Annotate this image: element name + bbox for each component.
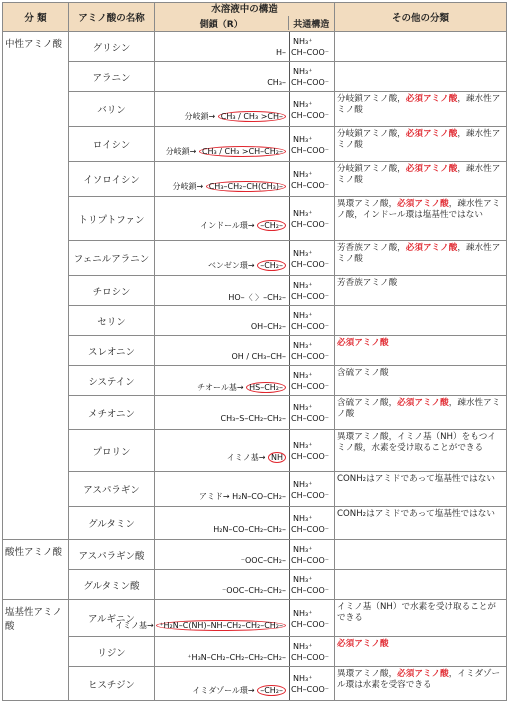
carboxylate-group: CH–COO⁻	[291, 524, 330, 534]
ammonium-group: NH₃⁺	[293, 209, 313, 218]
common-structure	[291, 169, 329, 191]
side-chain-formula: H₂N–CO–CH₂–CH₂–	[213, 524, 286, 534]
group-label: インドール環→	[200, 221, 258, 230]
divider	[289, 430, 290, 471]
divider	[289, 540, 290, 569]
other-classification	[335, 540, 507, 570]
side-chain-formula: ⁺H₃N–CH₂–CH₂–CH₂–CH₂–	[187, 653, 286, 662]
amino-acid-name: アスパラギン	[69, 472, 155, 507]
structure-cell	[155, 241, 335, 276]
category-cell: 塩基性アミノ酸	[3, 600, 69, 701]
classification-text: ，疎水性アミノ酸	[337, 129, 501, 150]
table-row	[3, 430, 507, 472]
side-chain	[220, 414, 286, 423]
other-classification	[335, 507, 507, 540]
common-structure	[291, 479, 329, 501]
structure-cell	[115, 600, 335, 637]
other-classification	[335, 127, 507, 162]
other-classification	[335, 162, 507, 197]
other-classification	[335, 396, 507, 430]
carboxylate-group: CH–COO⁻	[291, 352, 330, 361]
common-structure	[291, 641, 329, 663]
table-row	[3, 32, 507, 62]
ammonium-group: NH₃⁺	[293, 37, 313, 46]
header-other: その他の分類	[335, 3, 507, 32]
header-structure-title: 水溶液中の構造	[211, 4, 278, 15]
header-structure	[155, 3, 335, 32]
ammonium-group: NH₃⁺	[293, 674, 313, 683]
ammonium-group: NH₃⁺	[293, 311, 313, 320]
structure-cell	[155, 396, 335, 430]
other-classification	[335, 306, 507, 336]
ammonium-group: NH₃⁺	[293, 513, 313, 523]
common-structure	[291, 66, 329, 88]
side-chain	[166, 146, 286, 157]
other-classification	[335, 276, 507, 306]
side-chain	[187, 653, 286, 662]
classification-text: 分岐鎖アミノ酸，	[337, 164, 406, 174]
divider	[289, 62, 290, 91]
essential-badge: 必須アミノ酸	[397, 199, 449, 209]
side-chain	[192, 685, 286, 696]
header-name: アミノ酸の名称	[69, 3, 155, 32]
common-structure	[291, 440, 329, 462]
table-row	[3, 637, 507, 667]
carboxylate-group: CH–COO⁻	[291, 110, 330, 120]
side-chain-formula: –CH₂–	[257, 220, 286, 231]
classification-text: ，疎水性アミノ酸	[337, 243, 501, 264]
carboxylate-group: CH–COO⁻	[291, 382, 330, 391]
carboxylate-group: CH–COO⁻	[291, 220, 330, 229]
amino-acid-name: トリプトファン	[69, 197, 155, 241]
structure-cell	[155, 197, 335, 241]
side-chain-formula: HO–〈 〉–CH₂–	[228, 293, 286, 302]
amino-acid-table	[2, 2, 507, 701]
essential-badge: 必須アミノ酸	[397, 398, 449, 408]
carboxylate-group: CH–COO⁻	[291, 259, 330, 269]
table-row	[3, 570, 507, 600]
other-classification	[335, 62, 507, 92]
amino-acid-name: システイン	[69, 366, 155, 396]
group-label: アミド→	[198, 491, 233, 501]
header-common: 共通構造	[293, 20, 330, 30]
side-chain-formula: NH	[268, 452, 286, 463]
divider	[289, 570, 290, 599]
common-structure	[291, 574, 329, 596]
ammonium-group: NH₃⁺	[293, 341, 313, 350]
classification-text: 分岐鎖アミノ酸，	[337, 94, 406, 104]
common-structure	[291, 248, 329, 270]
classification-text: ，疎水性アミノ酸	[337, 398, 501, 419]
common-structure	[291, 513, 329, 535]
amino-acid-name: リジン	[69, 637, 155, 667]
essential-badge: 必須アミノ酸	[405, 164, 458, 174]
amino-acid-name: チロシン	[69, 276, 155, 306]
structure-cell	[155, 306, 335, 336]
amino-acid-name: プロリン	[69, 430, 155, 472]
classification-text: 含硫アミノ酸，	[337, 398, 398, 408]
group-label: 分岐鎖→	[184, 111, 218, 121]
structure-cell	[155, 92, 335, 127]
ammonium-group: NH₃⁺	[293, 281, 313, 290]
table-row	[3, 396, 507, 430]
classification-text: CONH₂はアミドであって塩基性ではない	[337, 509, 495, 519]
divider	[289, 306, 290, 335]
ammonium-group: NH₃⁺	[293, 403, 313, 412]
side-chain-formula: CH₃–	[267, 78, 286, 87]
divider	[289, 507, 290, 539]
amino-acid-name: グルタミン	[69, 507, 155, 540]
carboxylate-group: CH–COO⁻	[291, 490, 330, 500]
common-structure	[291, 208, 329, 230]
table-row	[3, 667, 507, 701]
carboxylate-group: CH–COO⁻	[291, 180, 330, 190]
header-category: 分 類	[3, 3, 69, 32]
group-label: イミノ基→	[226, 453, 268, 462]
divider	[289, 276, 290, 305]
common-structure	[291, 370, 329, 392]
side-chain	[200, 220, 286, 231]
classification-text: ，イミダゾール環は水素を受容できる	[337, 669, 501, 690]
table-row	[3, 92, 507, 127]
classification-text: ，疎水性アミノ酸	[337, 94, 501, 115]
category-cell: 酸性アミノ酸	[3, 540, 69, 600]
structure-cell	[155, 32, 335, 62]
ammonium-group: NH₃⁺	[293, 248, 313, 258]
divider	[289, 32, 290, 61]
common-structure	[291, 340, 329, 362]
other-classification	[335, 570, 507, 600]
essential-badge: 必須アミノ酸	[405, 94, 458, 104]
common-structure	[291, 544, 329, 566]
carboxylate-group: CH–COO⁻	[291, 414, 330, 423]
divider	[289, 241, 290, 275]
table-row	[3, 62, 507, 92]
structure-cell	[155, 570, 335, 600]
carboxylate-group: CH–COO⁻	[291, 556, 330, 565]
side-chain-formula: CH₃–S–CH₂–CH₂–	[220, 414, 286, 423]
amino-acid-name: セリン	[69, 306, 155, 336]
classification-text: 芳香族アミノ酸	[337, 278, 398, 288]
table-row	[3, 162, 507, 197]
header-side-chain: 側鎖（R）	[155, 16, 289, 30]
amino-acid-name: グリシン	[69, 32, 155, 62]
group-label: イミダゾール環→	[192, 686, 258, 695]
side-chain-formula: ⁻OOC–CH₂–CH₂–	[221, 586, 286, 595]
carboxylate-group: CH–COO⁻	[291, 685, 330, 694]
carboxylate-group: CH–COO⁻	[291, 586, 330, 595]
amino-acid-name: イソロイシン	[69, 162, 155, 197]
table-row	[3, 472, 507, 507]
classification-text: ，疎水性アミノ酸，インドール環は塩基性ではない	[337, 199, 501, 220]
divider	[289, 667, 290, 700]
common-structure	[291, 36, 329, 58]
divider	[289, 162, 290, 196]
ammonium-group: NH₃⁺	[293, 134, 313, 144]
side-chain-formula: H₂N–CO–CH₂–	[232, 491, 286, 501]
classification-text: 芳香族アミノ酸，	[337, 243, 406, 253]
classification-text: 異環アミノ酸，	[337, 199, 398, 209]
common-structure	[291, 134, 329, 156]
amino-acid-name: ロイシン	[69, 127, 155, 162]
side-chain-formula: HS–CH₂–	[246, 382, 286, 393]
table-row	[3, 276, 507, 306]
group-label: チオール基→	[197, 383, 247, 392]
side-chain-formula: OH–CH₂–	[250, 322, 286, 331]
carboxylate-group: CH–COO⁻	[291, 653, 330, 662]
side-chain	[231, 352, 286, 361]
carboxylate-group: CH–COO⁻	[291, 78, 330, 87]
ammonium-group: NH₃⁺	[293, 371, 313, 380]
divider	[289, 472, 290, 506]
side-chain	[185, 111, 287, 122]
other-classification	[335, 241, 507, 276]
other-classification	[335, 366, 507, 396]
table-row	[3, 366, 507, 396]
divider	[289, 127, 290, 161]
table-row	[3, 241, 507, 276]
classification-text: 異環アミノ酸，イミノ基（NH）をもつイミノ酸，水素を受け取ることができる	[337, 432, 496, 453]
other-classification	[335, 32, 507, 62]
common-structure	[291, 608, 329, 630]
ammonium-group: NH₃⁺	[293, 99, 313, 109]
side-chain-formula: OH / CH₃–CH–	[231, 352, 286, 361]
structure-cell	[155, 667, 335, 701]
structure-cell	[155, 472, 335, 507]
essential-badge: 必須アミノ酸	[337, 338, 389, 348]
classification-text: 含硫アミノ酸	[337, 368, 389, 378]
divider	[289, 336, 290, 365]
carboxylate-group: CH–COO⁻	[291, 145, 330, 155]
structure-cell	[155, 430, 335, 472]
side-chain	[208, 260, 286, 271]
other-classification	[335, 197, 507, 241]
structure-cell	[155, 336, 335, 366]
header-row	[3, 3, 507, 32]
common-structure	[291, 280, 329, 302]
side-chain-formula: CH₃ / CH₃ >CH–CH₂–	[199, 146, 286, 157]
side-chain	[251, 322, 286, 331]
other-classification	[335, 336, 507, 366]
other-classification	[335, 600, 507, 637]
side-chain	[241, 556, 286, 565]
amino-acid-name: ヒスチジン	[69, 667, 155, 701]
carboxylate-group: CH–COO⁻	[291, 292, 330, 301]
structure-cell	[155, 366, 335, 396]
classification-text: ，疎水性アミノ酸	[337, 164, 501, 185]
table-row	[3, 306, 507, 336]
common-structure	[291, 402, 329, 424]
common-structure	[291, 673, 329, 695]
ammonium-group: NH₃⁺	[293, 642, 313, 651]
side-chain-formula: CH₃–CH₂–CH(CH₃)–	[206, 181, 286, 192]
ammonium-group: NH₃⁺	[293, 67, 313, 76]
common-structure	[291, 99, 329, 121]
ammonium-group: NH₃⁺	[293, 608, 313, 618]
side-chain-formula: ⁺H₂N–C(NH)–NH–CH₂–CH₂–CH₂–	[156, 620, 286, 631]
table-row	[3, 197, 507, 241]
essential-badge: 必須アミノ酸	[397, 669, 449, 679]
carboxylate-group: CH–COO⁻	[291, 452, 330, 461]
amino-acid-name: グルタミン酸	[69, 570, 155, 600]
table-row	[3, 336, 507, 366]
side-chain-formula: H–	[275, 48, 286, 57]
table-row	[3, 127, 507, 162]
classification-text: 異環アミノ酸，	[337, 669, 398, 679]
table-row	[3, 540, 507, 570]
group-label: 分岐鎖→	[165, 146, 199, 156]
table-row	[3, 600, 507, 637]
structure-cell	[155, 276, 335, 306]
divider	[289, 92, 290, 126]
structure-cell	[155, 162, 335, 197]
amino-acid-name: アスパラギン酸	[69, 540, 155, 570]
classification-text: イミノ基（NH）で水素を受け取ることができる	[337, 602, 496, 623]
structure-cell	[155, 637, 335, 667]
group-label: 分岐鎖→	[172, 181, 206, 191]
other-classification	[335, 92, 507, 127]
ammonium-group: NH₃⁺	[293, 479, 313, 489]
divider	[289, 600, 290, 636]
side-chain-formula: –CH₂–	[257, 260, 286, 271]
amino-acid-table-container	[2, 2, 506, 695]
amino-acid-name: フェニルアラニン	[69, 241, 155, 276]
amino-acid-name: メチオニン	[69, 396, 155, 430]
other-classification	[335, 472, 507, 507]
group-label: イミノ基→	[115, 620, 157, 630]
side-chain	[115, 620, 286, 631]
structure-cell	[155, 127, 335, 162]
side-chain	[267, 78, 286, 87]
other-classification	[335, 667, 507, 701]
amino-acid-name: アラニン	[69, 62, 155, 92]
common-structure	[291, 310, 329, 332]
side-chain	[199, 491, 286, 502]
side-chain	[197, 382, 286, 393]
ammonium-group: NH₃⁺	[293, 169, 313, 179]
divider	[289, 366, 290, 395]
carboxylate-group: CH–COO⁻	[291, 48, 330, 57]
side-chain	[172, 181, 286, 192]
amino-acid-name: アルギニン	[69, 600, 155, 637]
classification-text: 分岐鎖アミノ酸，	[337, 129, 406, 139]
side-chain	[227, 452, 286, 463]
essential-badge: 必須アミノ酸	[405, 129, 458, 139]
ammonium-group: NH₃⁺	[293, 545, 313, 554]
side-chain	[222, 586, 286, 595]
carboxylate-group: CH–COO⁻	[291, 619, 330, 629]
side-chain	[276, 48, 286, 57]
other-classification	[335, 430, 507, 472]
group-label: ベンゼン環→	[207, 260, 258, 270]
divider	[289, 197, 290, 240]
side-chain	[213, 525, 286, 534]
carboxylate-group: CH–COO⁻	[291, 322, 330, 331]
structure-cell	[155, 540, 335, 570]
structure-cell	[155, 507, 335, 540]
amino-acid-name: スレオニン	[69, 336, 155, 366]
essential-badge: 必須アミノ酸	[405, 243, 458, 253]
side-chain	[228, 292, 286, 303]
side-chain-formula: CH₃ / CH₃ >CH–	[218, 111, 286, 122]
other-classification	[335, 637, 507, 667]
divider	[289, 396, 290, 429]
side-chain-formula: ⁻OOC–CH₂–	[240, 556, 286, 565]
classification-text: CONH₂はアミドであって塩基性ではない	[337, 474, 495, 484]
category-cell: 中性アミノ酸	[3, 32, 69, 540]
divider	[289, 637, 290, 666]
table-row	[3, 507, 507, 540]
structure-cell	[155, 62, 335, 92]
amino-acid-name: バリン	[69, 92, 155, 127]
essential-badge: 必須アミノ酸	[337, 639, 389, 649]
ammonium-group: NH₃⁺	[293, 441, 313, 450]
ammonium-group: NH₃⁺	[293, 575, 313, 584]
side-chain-formula: –CH₂–	[257, 685, 286, 696]
